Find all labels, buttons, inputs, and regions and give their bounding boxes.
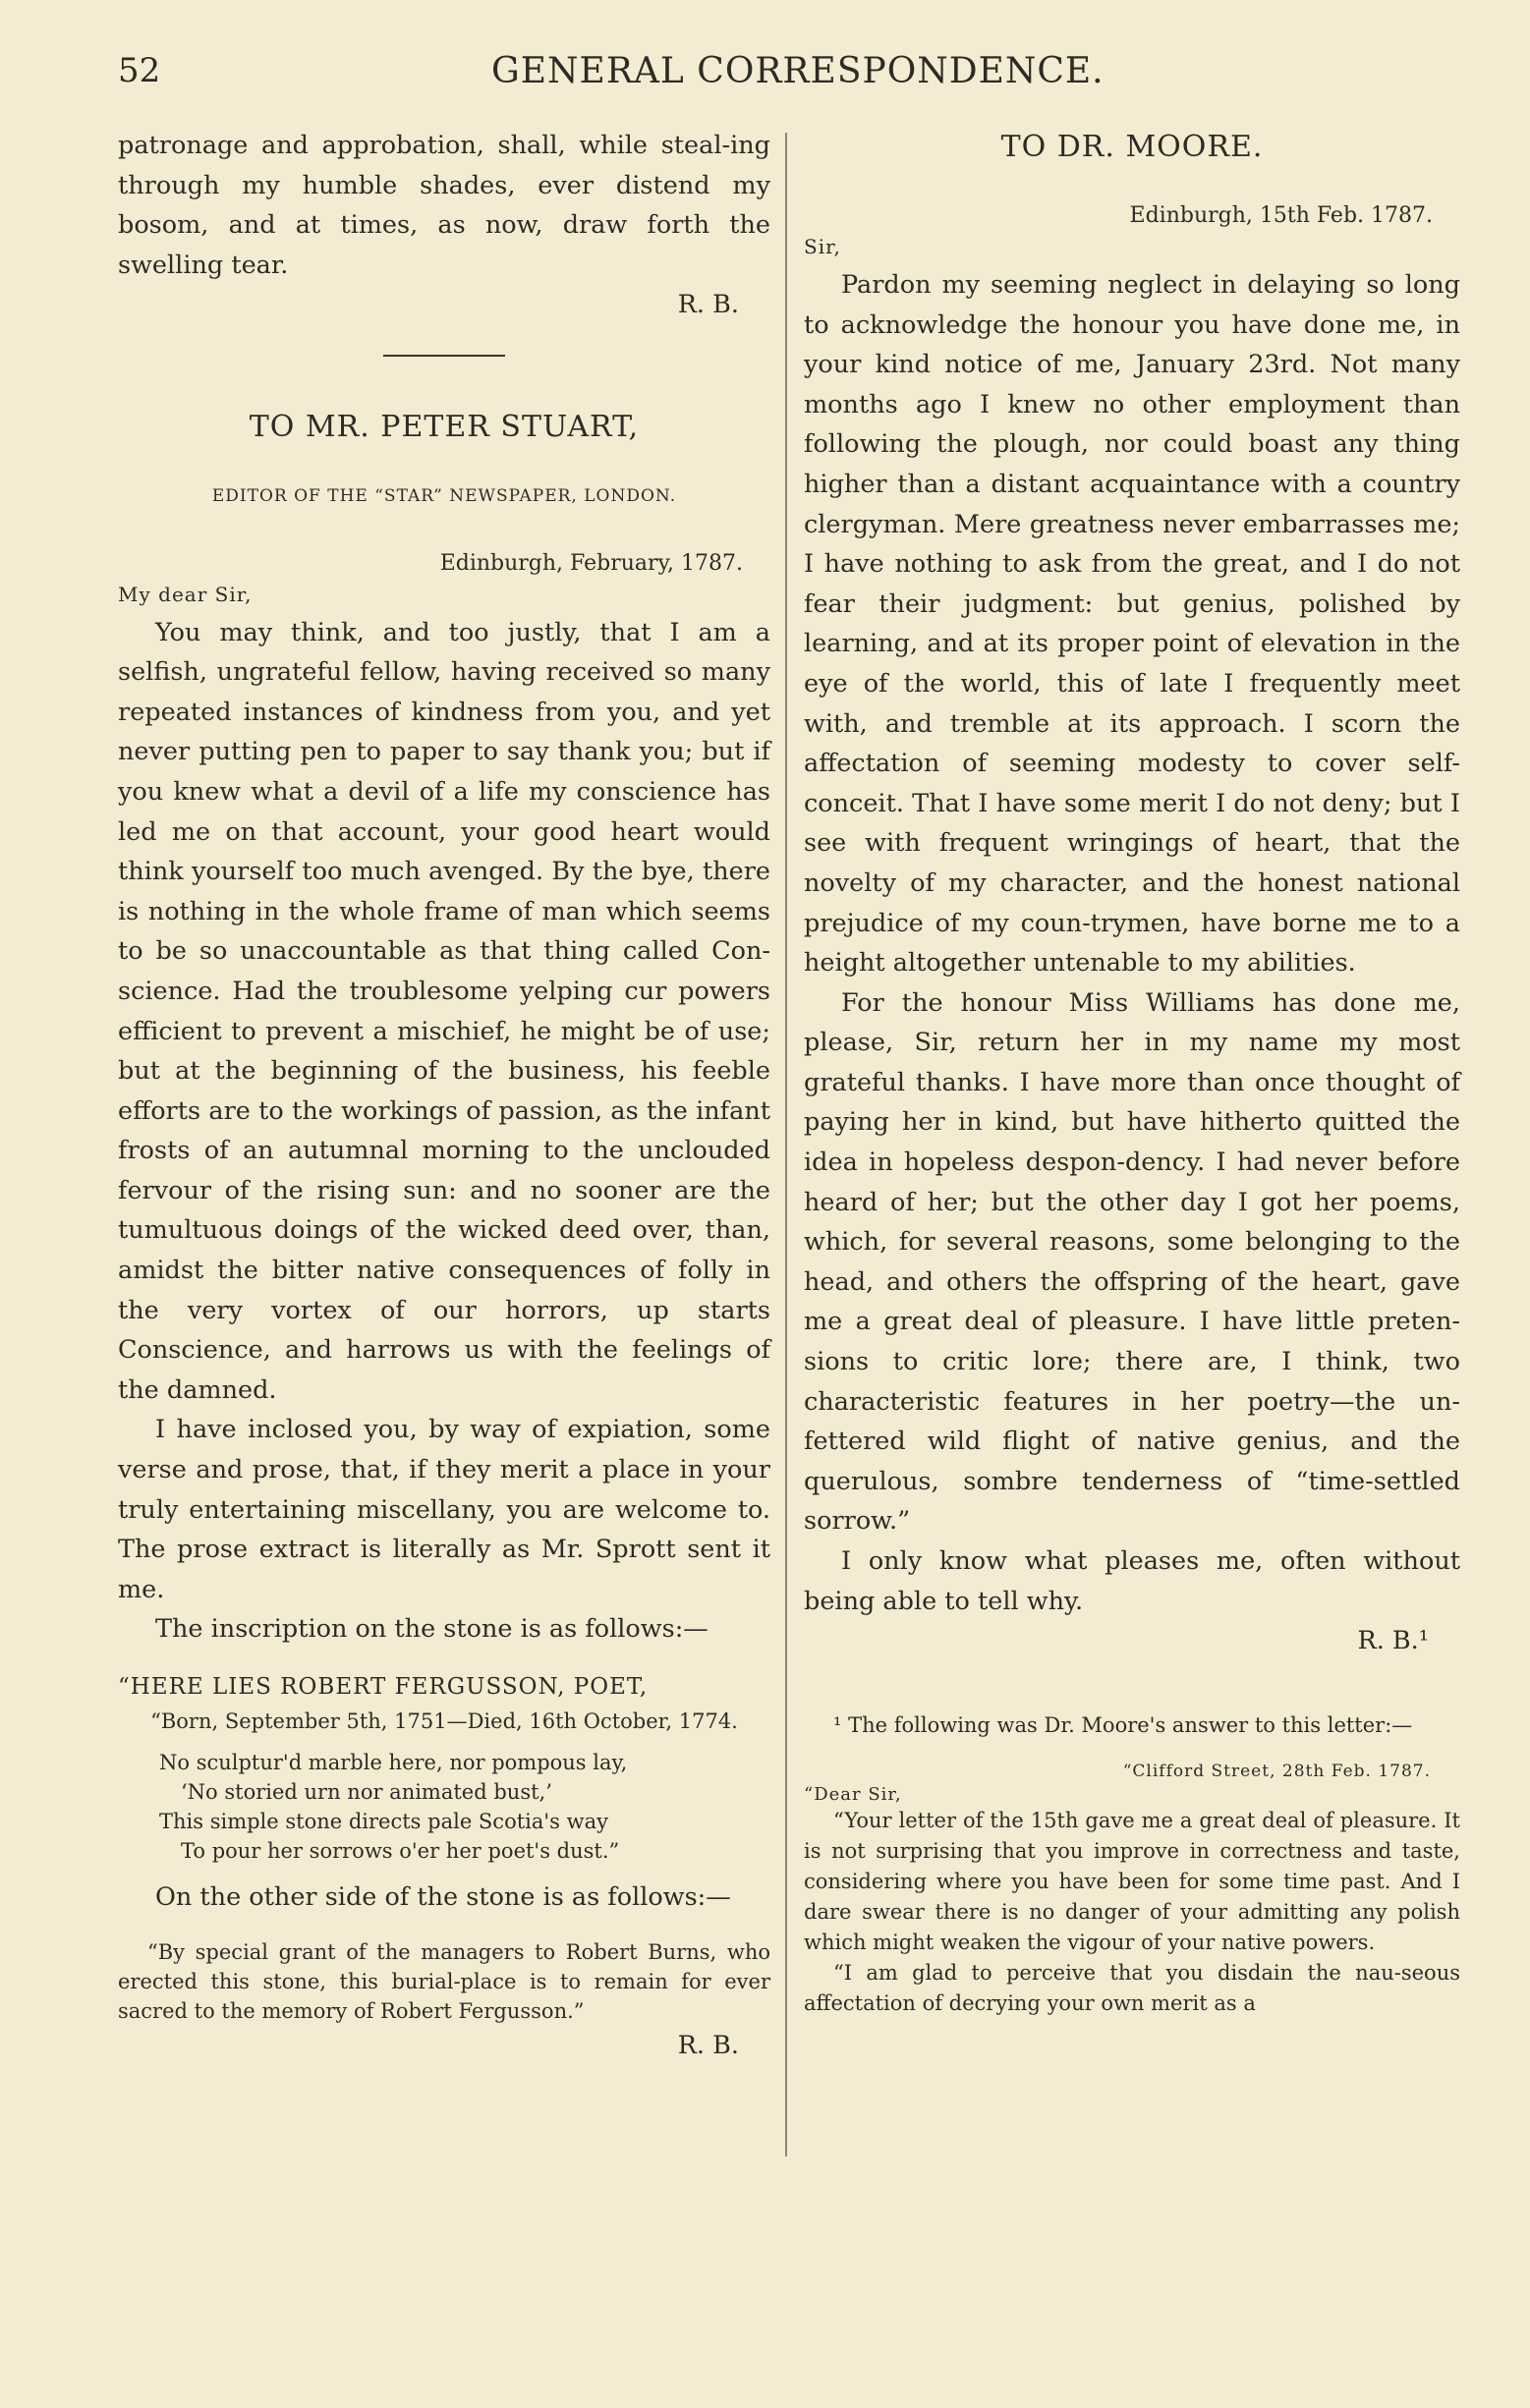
right-column bbox=[804, 126, 1460, 2019]
inscription-heading: “HERE LIES ROBERT FERGUSSON, POET, bbox=[118, 1674, 649, 1700]
column-divider-lower bbox=[785, 2098, 787, 2156]
page-header bbox=[118, 51, 1454, 100]
left-column bbox=[118, 126, 770, 2065]
page-number: 52 bbox=[118, 51, 161, 90]
footnote bbox=[804, 1710, 1460, 2019]
paragraph: Pardon my seeming neglect in delaying so long to acknowledge the honour you have done me, in your kind notice of me, January 23rd. Not many months ago I knew no other employment than following the plough, nor could boast any thing higher than a distant acquaintance with a country clergyman. Mere greatness never embarrasses me; I have nothing to ask from the great, and I do not fear their judgment: but genius, polished by learning, and at its proper point of elevation in the eye of the world, this of late I frequently meet with, and tremble at its approach. I scorn the affectation of seeming modesty to cover self-conceit. That I have some merit I do not deny; but I see with frequent wringings of heart, that the novelty of my character, and the honest national prejudice of my coun-trymen, have borne me to a height altogether untenable to my abilities. bbox=[804, 270, 1460, 979]
footnote-paragraph: “I am glad to perceive that you disdain the nau-seous affectation of decrying your own merit as a bbox=[804, 1960, 1460, 2015]
paragraph: I only know what pleases me, often without being able to tell why. bbox=[804, 1546, 1460, 1616]
letter-heading-stuart: TO MR. PETER STUART, bbox=[249, 409, 640, 444]
paragraph: On the other side of the stone is as follows:— bbox=[155, 1882, 731, 1912]
paragraph: I have inclosed you, by way of expiation, some verse and prose, that, if they merit a place in your truly entertaining miscellany, you are welcome to. The prose extract is literally as Mr. Sprott sent it me. bbox=[118, 1415, 770, 1604]
column-divider bbox=[785, 133, 787, 2137]
running-title: GENERAL CORRESPONDENCE. bbox=[491, 51, 1105, 91]
closing-signature-stuart: R. B. bbox=[677, 2030, 739, 2060]
paragraph: The inscription on the stone is as follows:— bbox=[155, 1614, 708, 1645]
stone-extract: “By special grant of the managers to Robert Burns, who erected this stone, this burial-place is to remain for ever sacred to the memory of Robert Fergusson.” bbox=[118, 1939, 770, 2023]
footnote-date: “Clifford Street, 28th Feb. 1787. bbox=[1122, 1761, 1431, 1781]
closing-signature-moore: R. B.¹ bbox=[1357, 1626, 1429, 1656]
footnote-salutation: “Dear Sir, bbox=[804, 1783, 902, 1805]
verse-line: No sculptur'd marble here, nor pompous lay, bbox=[159, 1751, 628, 1774]
inscription-dates: “Born, September 5th, 1751—Died, 16th October, 1774. bbox=[150, 1709, 738, 1733]
section-rule bbox=[383, 355, 505, 357]
paragraph: You may think, and too justly, that I am a selfish, ungrateful fellow, having received so many repeated instances of kindness from you, and yet never putting pen to paper to say thank you; but if you knew what a devil of a life my conscience has led me on that account, your good heart would think yourself too much avenged. By the bye, there is nothing in the whole frame of man which seems to be so unaccountable as that thing called Con-science. Had the troublesome yelping cur powers efficient to prevent a mischief, he might be of use; but at the beginning of the business, his feeble efforts are to the workings of passion, as the infant frosts of an autumnal morning to the unclouded fervour of the rising sun: and no sooner are the tumultuous doings of the wicked deed over, than, amidst the bitter native consequences of folly in the very vortex of our horrors, up starts Conscience, and harrows us with the feelings of the damned. bbox=[118, 617, 770, 1405]
paragraph: For the honour Miss Williams has done me, please, Sir, return her in my name my most grateful thanks. I have more than once thought of paying her in kind, but have hitherto quitted the idea in hopeless despon-dency. I had never before heard of her; but the other day I got her poems, which, for several reasons, some belonging to the head, and others the offspring of the heart, gave me a great deal of pleasure. I have little preten-sions to critic lore; there are, I think, two characteristic features in her poetry—the un-fettered wild flight of native genius, and the querulous, sombre tenderness of “time-settled sorrow.” bbox=[804, 987, 1460, 1537]
letter-salutation-moore: Sir, bbox=[804, 235, 841, 258]
letter-salutation-stuart: My dear Sir, bbox=[118, 582, 253, 606]
letter-date-moore: Edinburgh, 15th Feb. 1787. bbox=[1129, 203, 1433, 228]
verse-line: ‘No storied urn nor animated bust,’ bbox=[181, 1780, 552, 1804]
verse-line: To pour her sorrows o'er her poet's dust.” bbox=[181, 1839, 620, 1863]
verse-line: This simple stone directs pale Scotia's way bbox=[159, 1810, 608, 1833]
inscription-verse bbox=[118, 1748, 770, 1866]
opening-signature: R. B. bbox=[677, 290, 739, 320]
opening-paragraph: patronage and approbation, shall, while steal-ing through my humble shades, ever distend my bosom, and at times, as now, draw forth the swelling tear. bbox=[118, 131, 770, 280]
letter-heading-moore: TO DR. MOORE. bbox=[1000, 130, 1264, 164]
footnote-paragraph: “Your letter of the 15th gave me a great deal of pleasure. It is not surprising that you improve in correctness and taste, considering where you have been for some time past. And I dare swear there is no danger of your admitting any polish which might weaken the vigour of your native powers. bbox=[804, 1808, 1460, 1954]
letter-date-stuart: Edinburgh, February, 1787. bbox=[439, 550, 743, 576]
letter-subheading-stuart: EDITOR OF THE “STAR” NEWSPAPER, LONDON. bbox=[211, 485, 677, 506]
footnote-intro: ¹ The following was Dr. Moore's answer to this letter:— bbox=[833, 1712, 1413, 1737]
